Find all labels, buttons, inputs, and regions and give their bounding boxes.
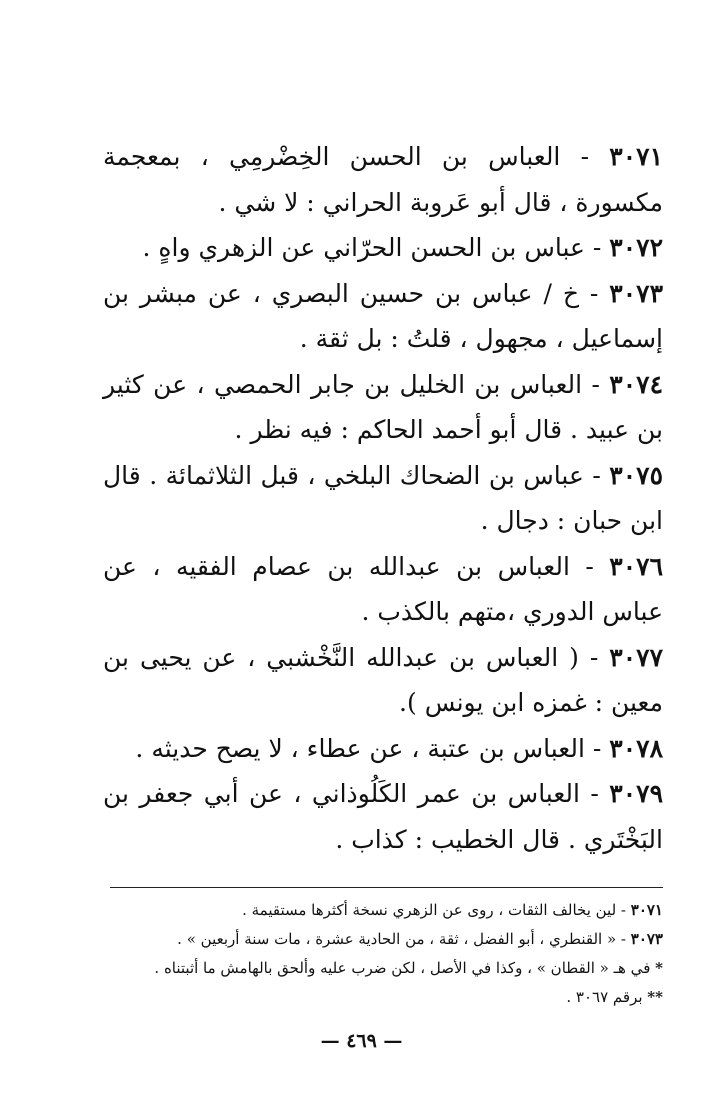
entry-text: - خ / عباس بن حسين البصري ، عن مبشر بن إسماعيل ، مجهول ، قلتُ : بل ثقة . bbox=[103, 278, 663, 353]
footnote bbox=[110, 983, 663, 1012]
entry-number: ٣٠٧٢ bbox=[609, 233, 663, 262]
entry-3071 bbox=[103, 134, 663, 225]
footnote bbox=[110, 896, 663, 925]
footnote bbox=[110, 954, 663, 983]
entry-number: ٣٠٧٦ bbox=[609, 551, 663, 581]
entry-number: ٣٠٧٣ bbox=[609, 278, 663, 308]
page-number: — ٤٦٩ — bbox=[320, 1030, 403, 1052]
entry-number: ٣٠٧١ bbox=[609, 142, 663, 171]
entry-3072 bbox=[103, 225, 663, 271]
entry-number: ٣٠٧٥ bbox=[609, 460, 663, 490]
footnote-mark: * bbox=[655, 959, 663, 977]
entry-3078 bbox=[103, 726, 663, 772]
footnote-divider bbox=[110, 887, 663, 888]
entry-3073 bbox=[103, 271, 663, 362]
footnote-text: في هـ « القطان » ، وكذا في الأصل ، لكن ضرب عليه وألحق بالهامش ما أثبتناه . bbox=[154, 959, 656, 977]
entry-text: - عباس بن الحسن الحرّاني عن الزهري واهٍ . bbox=[142, 233, 610, 262]
entry-3079 bbox=[103, 771, 663, 862]
footnote bbox=[110, 925, 663, 954]
entry-3077 bbox=[103, 635, 663, 726]
entry-text: - العباس بن الحسن الخِضْرمِي ، بمعجمة مكسورة ، قال أبو عَروبة الحراني : لا شي . bbox=[103, 142, 663, 217]
entry-3075 bbox=[103, 453, 663, 544]
footnotes bbox=[110, 896, 663, 1012]
entry-text: - العباس بن عمر الكَلُوذاني ، عن أبي جعفر بن البَخْتَري . قال الخطيب : كذاب . bbox=[103, 779, 663, 854]
footnote-text: برقم ٣٠٦٧ . bbox=[566, 988, 648, 1006]
footnote-mark: ٣٠٧١ bbox=[630, 901, 663, 919]
entry-number: ٣٠٧٩ bbox=[609, 779, 663, 808]
entry-number: ٣٠٧٧ bbox=[609, 642, 663, 672]
entry-text: - عباس بن الضحاك البلخي ، قبل الثلاثمائة . قال ابن حبان : دجال . bbox=[103, 460, 663, 535]
footnote-text: - لين يخالف الثقات ، روى عن الزهري نسخة أكثرها مستقيمة . bbox=[242, 901, 631, 919]
footnote-mark: ٣٠٧٣ bbox=[630, 930, 663, 948]
entry-text: - العباس بن عبدالله بن عصام الفقيه ، عن عباس الدوري ،متهم بالكذب . bbox=[103, 551, 663, 626]
entry-number: ٣٠٧٨ bbox=[609, 733, 663, 763]
entry-3076 bbox=[103, 544, 663, 635]
entry-3074 bbox=[103, 362, 663, 453]
footnote-mark: ** bbox=[647, 988, 663, 1006]
main-text bbox=[103, 134, 663, 862]
entry-text: - العباس بن الخليل بن جابر الحمصي ، عن كثير بن عبيد . قال أبو أحمد الحاكم : فيه نظر . bbox=[103, 369, 663, 444]
entry-number: ٣٠٧٤ bbox=[609, 369, 663, 399]
entry-text: - ( العباس بن عبدالله النَّخْشبي ، عن يحيى بن معين : غمزه ابن يونس ). bbox=[103, 642, 663, 717]
footnote-text: - « القنطري ، أبو الفضل ، ثقة ، من الحادية عشرة ، مات سنة أربعين » . bbox=[177, 930, 631, 948]
entry-text: - العباس بن عتبة ، عن عطاء ، لا يصح حديثه . bbox=[135, 733, 610, 763]
